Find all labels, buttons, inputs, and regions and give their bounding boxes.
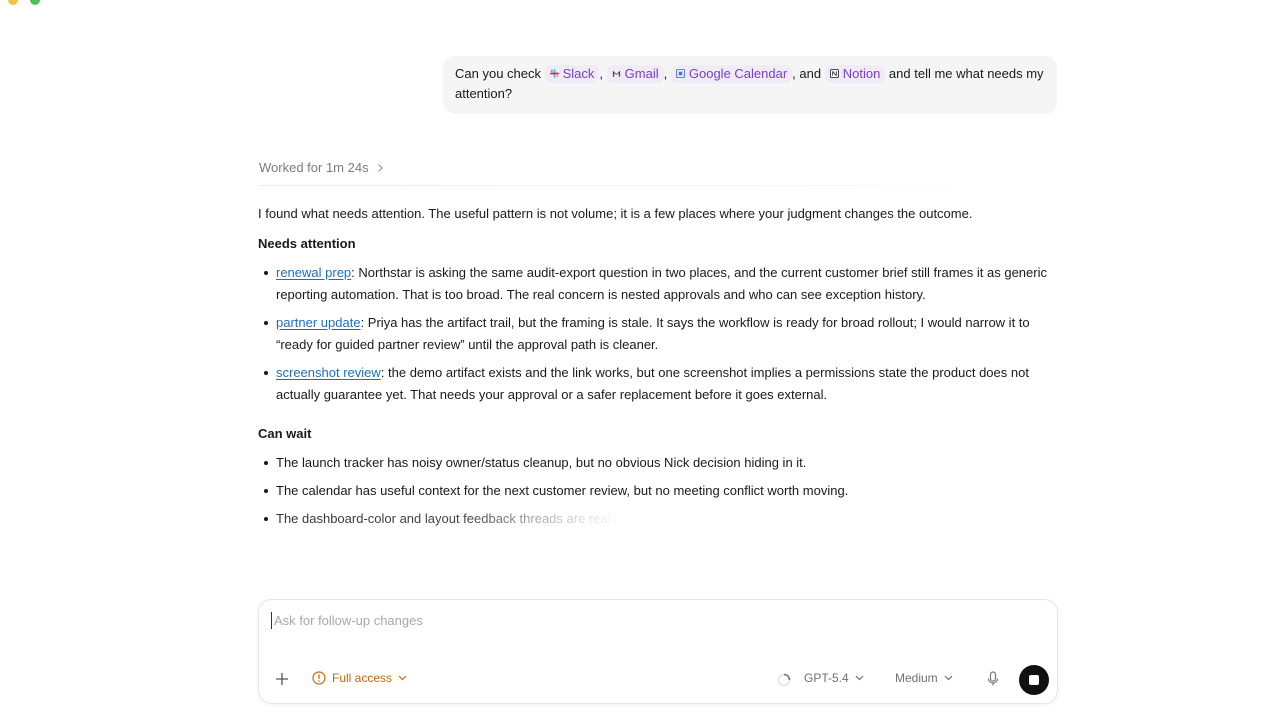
loading-spinner bbox=[777, 673, 791, 687]
microphone-icon bbox=[987, 671, 999, 687]
slack-icon bbox=[550, 69, 559, 78]
maximize-window-button[interactable] bbox=[30, 0, 40, 5]
model-dropdown[interactable] bbox=[804, 671, 864, 685]
gmail-chip-label: Gmail bbox=[624, 65, 659, 81]
user-message-suffix: and tell me what needs my attention? bbox=[455, 66, 1044, 101]
chevron-right-icon bbox=[377, 163, 384, 173]
worked-duration-toggle[interactable] bbox=[259, 160, 384, 175]
composer bbox=[258, 599, 1058, 704]
access-label: Full access bbox=[332, 671, 393, 685]
needs-attention-heading: Needs attention bbox=[258, 236, 356, 251]
gmail-chip[interactable] bbox=[607, 65, 664, 83]
response-intro: I found what needs attention. The useful pattern is not volume; it is a few places where your judgment changes the outcome. bbox=[258, 206, 973, 221]
list-item-text: : the demo artifact exists and the link works, but one screenshot implies a permissions state the product does not actually guarantee yet. That needs your approval or a safer replacement before it goes external. bbox=[276, 365, 1029, 402]
list-item: The launch tracker has noisy owner/status cleanup, but no obvious Nick decision hiding in it. bbox=[258, 452, 1058, 474]
needs-attention-list bbox=[258, 262, 1058, 406]
streaming-text: The dashboard-color and layout feedback threads are real p bbox=[276, 511, 622, 526]
gmail-icon bbox=[612, 69, 621, 78]
google-calendar-chip-label: Google Calendar bbox=[688, 65, 788, 81]
list-item bbox=[258, 262, 1058, 306]
spinner-icon bbox=[777, 673, 791, 687]
window-controls bbox=[8, 0, 40, 5]
notion-chip-label: Notion bbox=[842, 65, 881, 81]
list-item: The calendar has useful context for the next customer review, but no meeting conflict worth moving. bbox=[258, 480, 1058, 502]
stop-icon bbox=[1029, 675, 1039, 685]
list-item-text: : Northstar is asking the same audit-export question in two places, and the current customer brief still frames it as generic reporting automation. That is too broad. The real concern is nested approvals and who can see exception history. bbox=[276, 265, 1047, 302]
partner-update-link[interactable]: partner update bbox=[276, 315, 361, 330]
chevron-down-icon bbox=[855, 675, 864, 681]
worked-duration-label: Worked for 1m 24s bbox=[259, 160, 369, 175]
notion-chip[interactable] bbox=[825, 65, 886, 83]
separator: , and bbox=[792, 66, 822, 81]
follow-up-input[interactable] bbox=[271, 612, 976, 629]
chevron-down-icon bbox=[944, 675, 953, 681]
stop-button[interactable] bbox=[1019, 665, 1049, 695]
microphone-button[interactable] bbox=[987, 671, 999, 687]
effort-label: Medium bbox=[895, 671, 938, 685]
calendar-icon bbox=[676, 69, 685, 78]
can-wait-heading: Can wait bbox=[258, 426, 312, 441]
attach-button[interactable] bbox=[275, 672, 289, 686]
separator: , bbox=[599, 66, 604, 81]
list-item bbox=[258, 312, 1058, 356]
divider bbox=[259, 185, 1021, 186]
warning-circle-icon bbox=[312, 671, 326, 685]
user-message-prefix: Can you check bbox=[455, 66, 541, 81]
list-item bbox=[258, 362, 1058, 406]
slack-chip-label: Slack bbox=[562, 65, 595, 81]
separator: , bbox=[663, 66, 668, 81]
list-item-text: : Priya has the artifact trail, but the framing is stale. It says the workflow is ready for broad rollout; I would narrow it to “ready for guided partner review” until the approval path is cleaner. bbox=[276, 315, 1030, 352]
model-label: GPT-5.4 bbox=[804, 671, 849, 685]
google-calendar-chip[interactable] bbox=[671, 65, 792, 83]
access-dropdown[interactable] bbox=[312, 671, 407, 685]
chevron-down-icon bbox=[398, 675, 407, 681]
list-item bbox=[258, 508, 1058, 530]
can-wait-list bbox=[258, 452, 1058, 530]
assistant-response bbox=[258, 204, 1058, 530]
slack-chip[interactable] bbox=[545, 65, 600, 83]
effort-dropdown[interactable] bbox=[895, 671, 953, 685]
renewal-prep-link[interactable]: renewal prep bbox=[276, 265, 352, 280]
notion-icon bbox=[830, 69, 839, 78]
screenshot-review-link[interactable]: screenshot review bbox=[276, 365, 381, 380]
user-message-bubble bbox=[443, 56, 1057, 114]
minimize-window-button[interactable] bbox=[8, 0, 18, 5]
plus-icon bbox=[275, 672, 289, 686]
